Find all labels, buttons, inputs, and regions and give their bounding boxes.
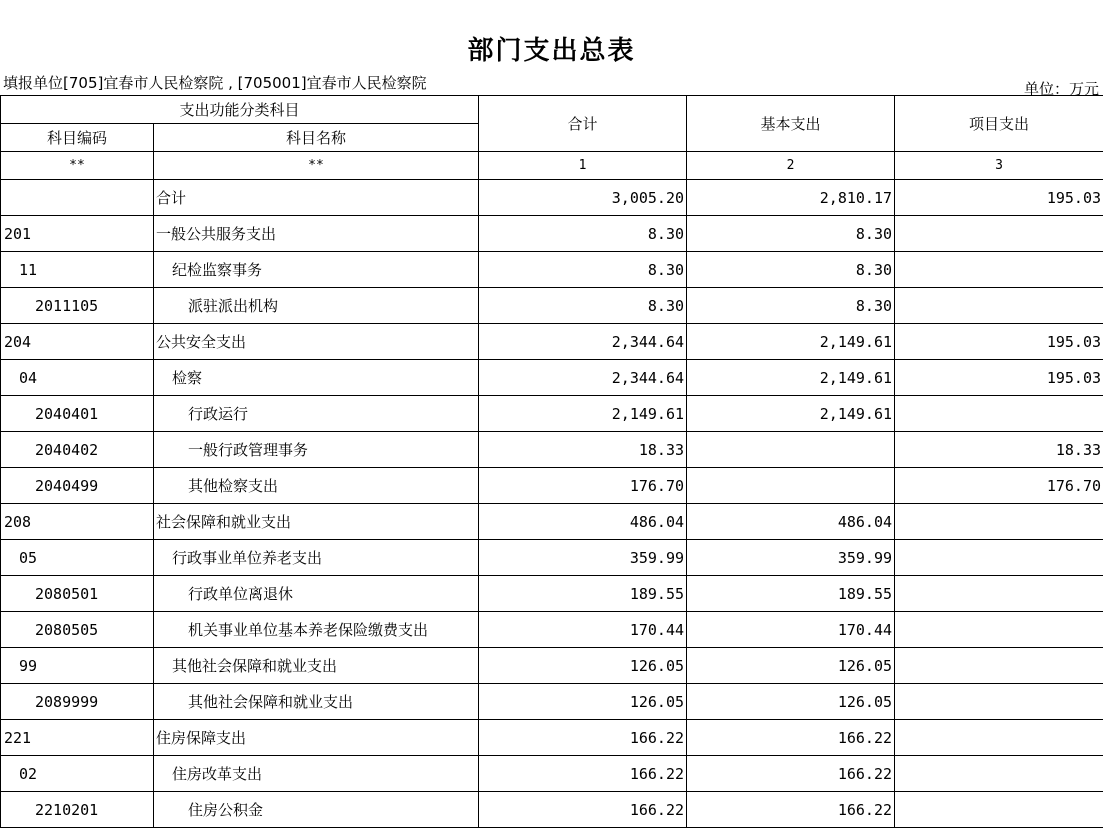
cell-subject-code: 2040402	[1, 432, 154, 468]
table-row	[1, 612, 1103, 648]
table-row	[1, 360, 1103, 396]
cell-basic-expenditure	[687, 468, 895, 504]
table-row	[1, 180, 1103, 216]
cell-total: 126.05	[479, 684, 687, 720]
cell-subject-name: 住房保障支出	[154, 720, 479, 756]
cell-total: 170.44	[479, 612, 687, 648]
cell-project-expenditure: 18.33	[895, 432, 1103, 468]
header-function-classification: 支出功能分类科目	[1, 96, 479, 124]
table-body	[1, 180, 1103, 828]
cell-subject-code: 221	[1, 720, 154, 756]
cell-subject-name: 行政事业单位养老支出	[154, 540, 479, 576]
cell-subject-code: 2210201	[1, 792, 154, 828]
cell-total: 18.33	[479, 432, 687, 468]
cell-total: 126.05	[479, 648, 687, 684]
cell-subject-code: 02	[1, 756, 154, 792]
cell-subject-code: 05	[1, 540, 154, 576]
table-row	[1, 324, 1103, 360]
expenditure-table	[0, 95, 1103, 828]
cell-basic-expenditure: 8.30	[687, 252, 895, 288]
cell-subject-code: 2080501	[1, 576, 154, 612]
cell-subject-name: 机关事业单位基本养老保险缴费支出	[154, 612, 479, 648]
index-project: 3	[895, 152, 1103, 180]
index-total: 1	[479, 152, 687, 180]
cell-subject-name: 纪检监察事务	[154, 252, 479, 288]
cell-subject-code: 04	[1, 360, 154, 396]
cell-subject-name: 社会保障和就业支出	[154, 504, 479, 540]
cell-project-expenditure: 195.03	[895, 360, 1103, 396]
cell-basic-expenditure: 166.22	[687, 720, 895, 756]
cell-project-expenditure	[895, 396, 1103, 432]
cell-subject-name: 一般公共服务支出	[154, 216, 479, 252]
table-row	[1, 468, 1103, 504]
cell-project-expenditure	[895, 540, 1103, 576]
cell-project-expenditure	[895, 792, 1103, 828]
cell-project-expenditure	[895, 612, 1103, 648]
cell-subject-name: 行政运行	[154, 396, 479, 432]
cell-subject-code: 208	[1, 504, 154, 540]
cell-project-expenditure	[895, 288, 1103, 324]
cell-subject-name: 派驻派出机构	[154, 288, 479, 324]
cell-total: 8.30	[479, 216, 687, 252]
table-row	[1, 720, 1103, 756]
cell-subject-name: 合计	[154, 180, 479, 216]
cell-basic-expenditure: 166.22	[687, 792, 895, 828]
cell-basic-expenditure: 8.30	[687, 288, 895, 324]
cell-subject-code: 2011105	[1, 288, 154, 324]
cell-project-expenditure	[895, 576, 1103, 612]
cell-subject-name: 检察	[154, 360, 479, 396]
currency-unit-label: 单位：万元	[1023, 80, 1099, 98]
cell-total: 166.22	[479, 756, 687, 792]
index-basic: 2	[687, 152, 895, 180]
cell-basic-expenditure: 126.05	[687, 684, 895, 720]
cell-basic-expenditure: 2,810.17	[687, 180, 895, 216]
cell-total: 2,344.64	[479, 324, 687, 360]
cell-basic-expenditure: 170.44	[687, 612, 895, 648]
header-project-expenditure: 项目支出	[895, 96, 1103, 152]
cell-total: 3,005.20	[479, 180, 687, 216]
cell-subject-code: 11	[1, 252, 154, 288]
cell-subject-name: 公共安全支出	[154, 324, 479, 360]
table-row	[1, 396, 1103, 432]
cell-subject-name: 住房公积金	[154, 792, 479, 828]
cell-basic-expenditure: 126.05	[687, 648, 895, 684]
table-row	[1, 684, 1103, 720]
table-row	[1, 216, 1103, 252]
cell-subject-code: 201	[1, 216, 154, 252]
cell-subject-name: 其他社会保障和就业支出	[154, 648, 479, 684]
cell-basic-expenditure: 166.22	[687, 756, 895, 792]
cell-subject-name: 一般行政管理事务	[154, 432, 479, 468]
cell-subject-code: 2040499	[1, 468, 154, 504]
cell-project-expenditure	[895, 216, 1103, 252]
cell-project-expenditure	[895, 252, 1103, 288]
header-subject-name: 科目名称	[154, 124, 479, 152]
cell-basic-expenditure: 2,149.61	[687, 396, 895, 432]
cell-subject-code	[1, 180, 154, 216]
index-code: **	[1, 152, 154, 180]
cell-subject-name: 住房改革支出	[154, 756, 479, 792]
cell-total: 189.55	[479, 576, 687, 612]
index-name: **	[154, 152, 479, 180]
cell-subject-name: 其他检察支出	[154, 468, 479, 504]
table-row	[1, 756, 1103, 792]
cell-subject-name: 其他社会保障和就业支出	[154, 684, 479, 720]
header-subject-code: 科目编码	[1, 124, 154, 152]
table-row	[1, 576, 1103, 612]
cell-project-expenditure	[895, 756, 1103, 792]
table-row	[1, 648, 1103, 684]
cell-basic-expenditure: 2,149.61	[687, 324, 895, 360]
cell-total: 2,149.61	[479, 396, 687, 432]
cell-total: 2,344.64	[479, 360, 687, 396]
cell-total: 166.22	[479, 792, 687, 828]
cell-subject-code: 99	[1, 648, 154, 684]
cell-project-expenditure	[895, 504, 1103, 540]
page-title: 部门支出总表	[467, 36, 636, 66]
cell-total: 8.30	[479, 252, 687, 288]
header-basic-expenditure: 基本支出	[687, 96, 895, 152]
table-row	[1, 540, 1103, 576]
cell-total: 8.30	[479, 288, 687, 324]
cell-basic-expenditure: 2,149.61	[687, 360, 895, 396]
header-total: 合计	[479, 96, 687, 152]
cell-project-expenditure	[895, 720, 1103, 756]
cell-basic-expenditure	[687, 432, 895, 468]
table-row	[1, 252, 1103, 288]
table-row	[1, 288, 1103, 324]
cell-basic-expenditure: 8.30	[687, 216, 895, 252]
cell-subject-code: 204	[1, 324, 154, 360]
cell-subject-code: 2040401	[1, 396, 154, 432]
table-row	[1, 792, 1103, 828]
cell-subject-name: 行政单位离退休	[154, 576, 479, 612]
cell-subject-code: 2089999	[1, 684, 154, 720]
cell-project-expenditure: 195.03	[895, 180, 1103, 216]
cell-basic-expenditure: 189.55	[687, 576, 895, 612]
fill-unit-label: 填报单位[705]宜春市人民检察院 , [705001]宜春市人民检察院	[3, 74, 427, 92]
cell-project-expenditure	[895, 684, 1103, 720]
cell-project-expenditure: 176.70	[895, 468, 1103, 504]
cell-total: 176.70	[479, 468, 687, 504]
cell-basic-expenditure: 486.04	[687, 504, 895, 540]
cell-total: 359.99	[479, 540, 687, 576]
table-row	[1, 504, 1103, 540]
table-row	[1, 432, 1103, 468]
cell-total: 486.04	[479, 504, 687, 540]
cell-basic-expenditure: 359.99	[687, 540, 895, 576]
cell-subject-code: 2080505	[1, 612, 154, 648]
cell-total: 166.22	[479, 720, 687, 756]
cell-project-expenditure	[895, 648, 1103, 684]
cell-project-expenditure: 195.03	[895, 324, 1103, 360]
